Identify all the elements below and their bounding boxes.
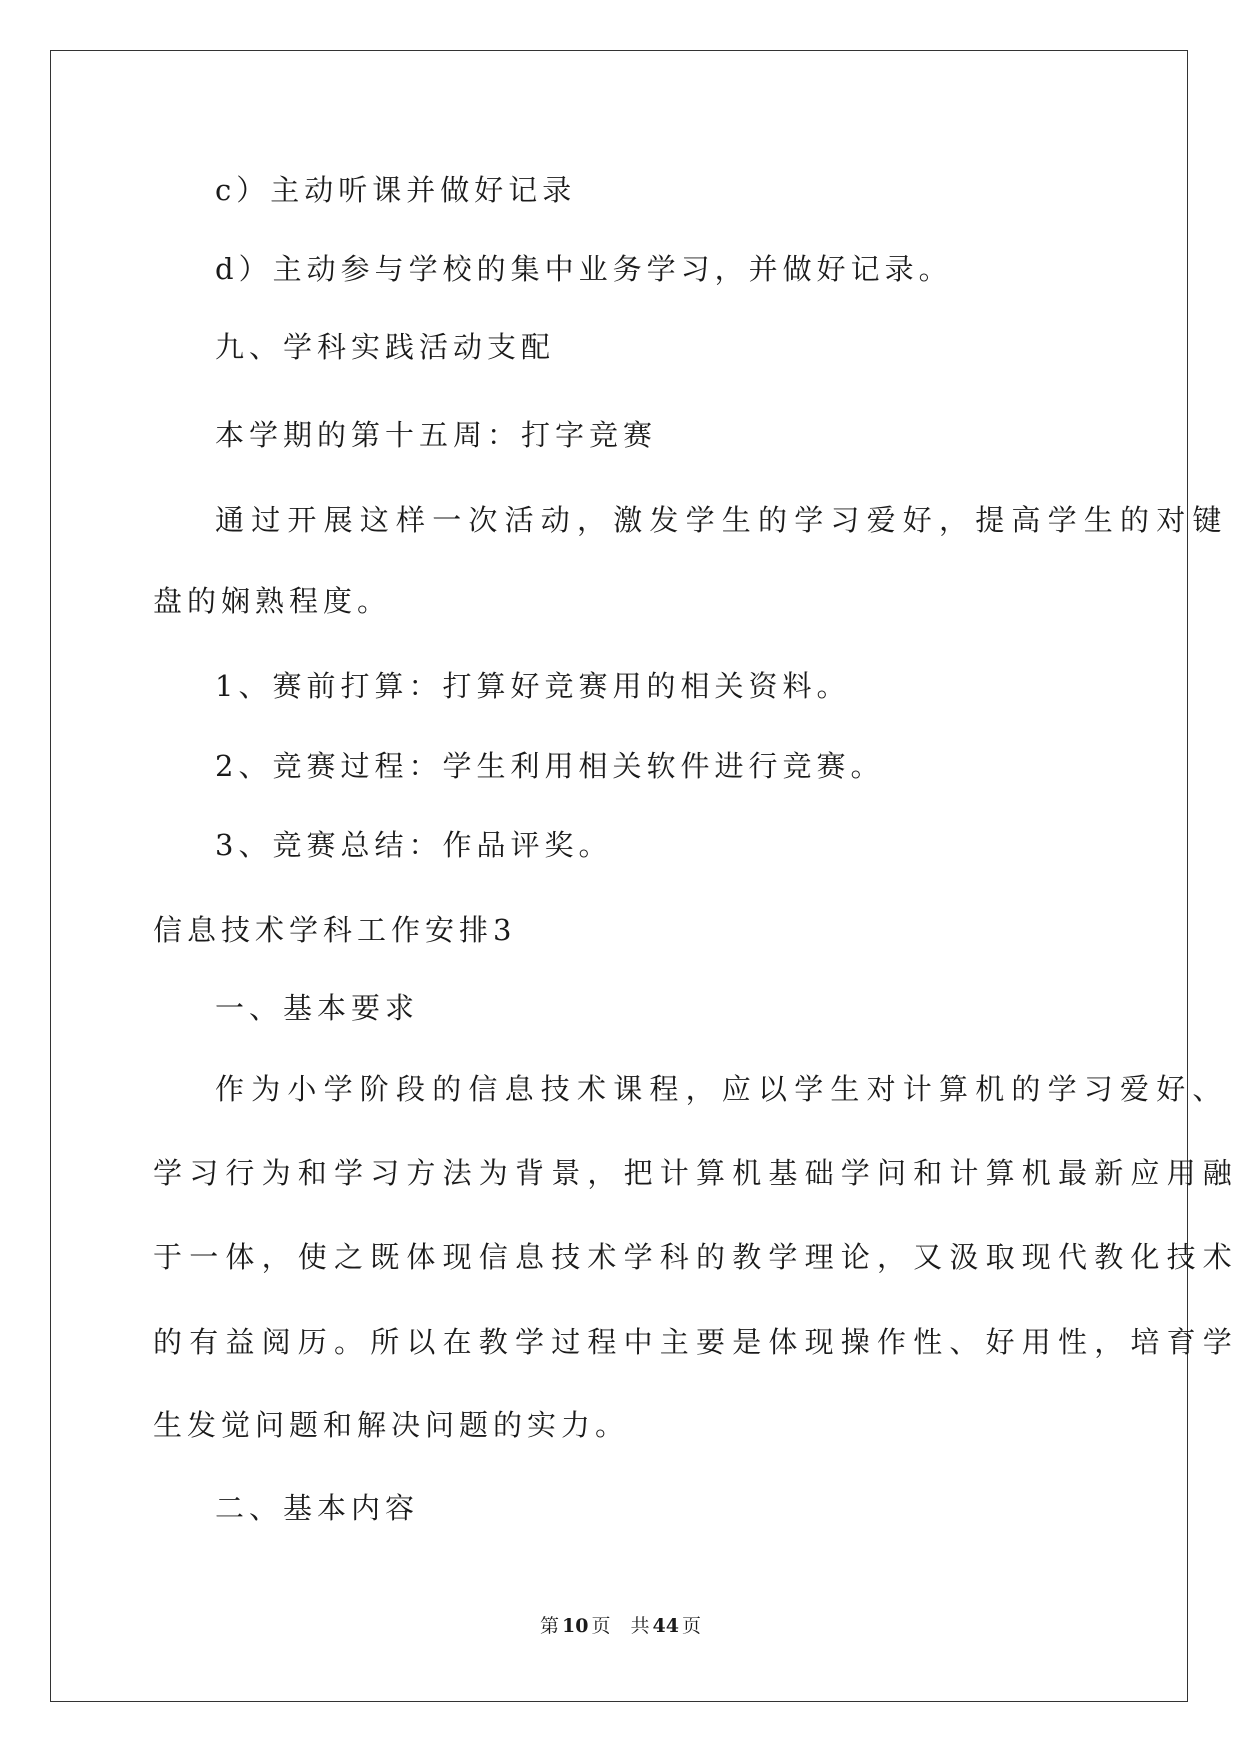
paragraph-line: 的有益阅历。所以在教学过程中主要是体现操作性、好用性，培育学 — [153, 1325, 1240, 1359]
text-line: c）主动听课并做好记录 — [215, 173, 577, 207]
footer-total-suffix: 页 — [681, 1615, 701, 1637]
text-line: 本学期的第十五周：打字竞赛 — [215, 418, 658, 452]
total-pages: 44 — [652, 1615, 679, 1637]
page-border — [50, 50, 1188, 1702]
list-item: 3、竞赛总结：作品评奖。 — [215, 828, 613, 862]
list-item: 1、赛前打算：打算好竞赛用的相关资料。 — [215, 669, 851, 703]
page-number: 10 — [562, 1615, 589, 1637]
page-footer — [0, 1614, 1241, 1638]
footer-prefix: 第 — [540, 1615, 560, 1637]
list-item: 2、竞赛过程：学生利用相关软件进行竞赛。 — [215, 749, 885, 783]
document-title: 信息技术学科工作安排3 — [153, 913, 517, 947]
section-heading: 九、学科实践活动支配 — [215, 330, 556, 364]
section-heading: 二、基本内容 — [215, 1491, 420, 1525]
paragraph-line: 学习行为和学习方法为背景，把计算机基础学问和计算机最新应用融 — [153, 1156, 1240, 1190]
text-line: d）主动参与学校的集中业务学习，并做好记录。 — [215, 252, 953, 286]
section-heading: 一、基本要求 — [215, 991, 420, 1025]
footer-page-suffix: 页 — [591, 1615, 611, 1637]
paragraph-line: 盘的娴熟程度。 — [153, 584, 392, 618]
footer-total-prefix: 共 — [630, 1615, 650, 1637]
paragraph-line: 生发觉问题和解决问题的实力。 — [153, 1408, 630, 1442]
paragraph-line: 作为小学阶段的信息技术课程，应以学生对计算机的学习爱好、 — [215, 1072, 1229, 1106]
paragraph-line: 于一体，使之既体现信息技术学科的教学理论，又汲取现代教化技术 — [153, 1240, 1240, 1274]
paragraph-line: 通过开展这样一次活动，激发学生的学习爱好，提高学生的对键 — [215, 503, 1229, 537]
